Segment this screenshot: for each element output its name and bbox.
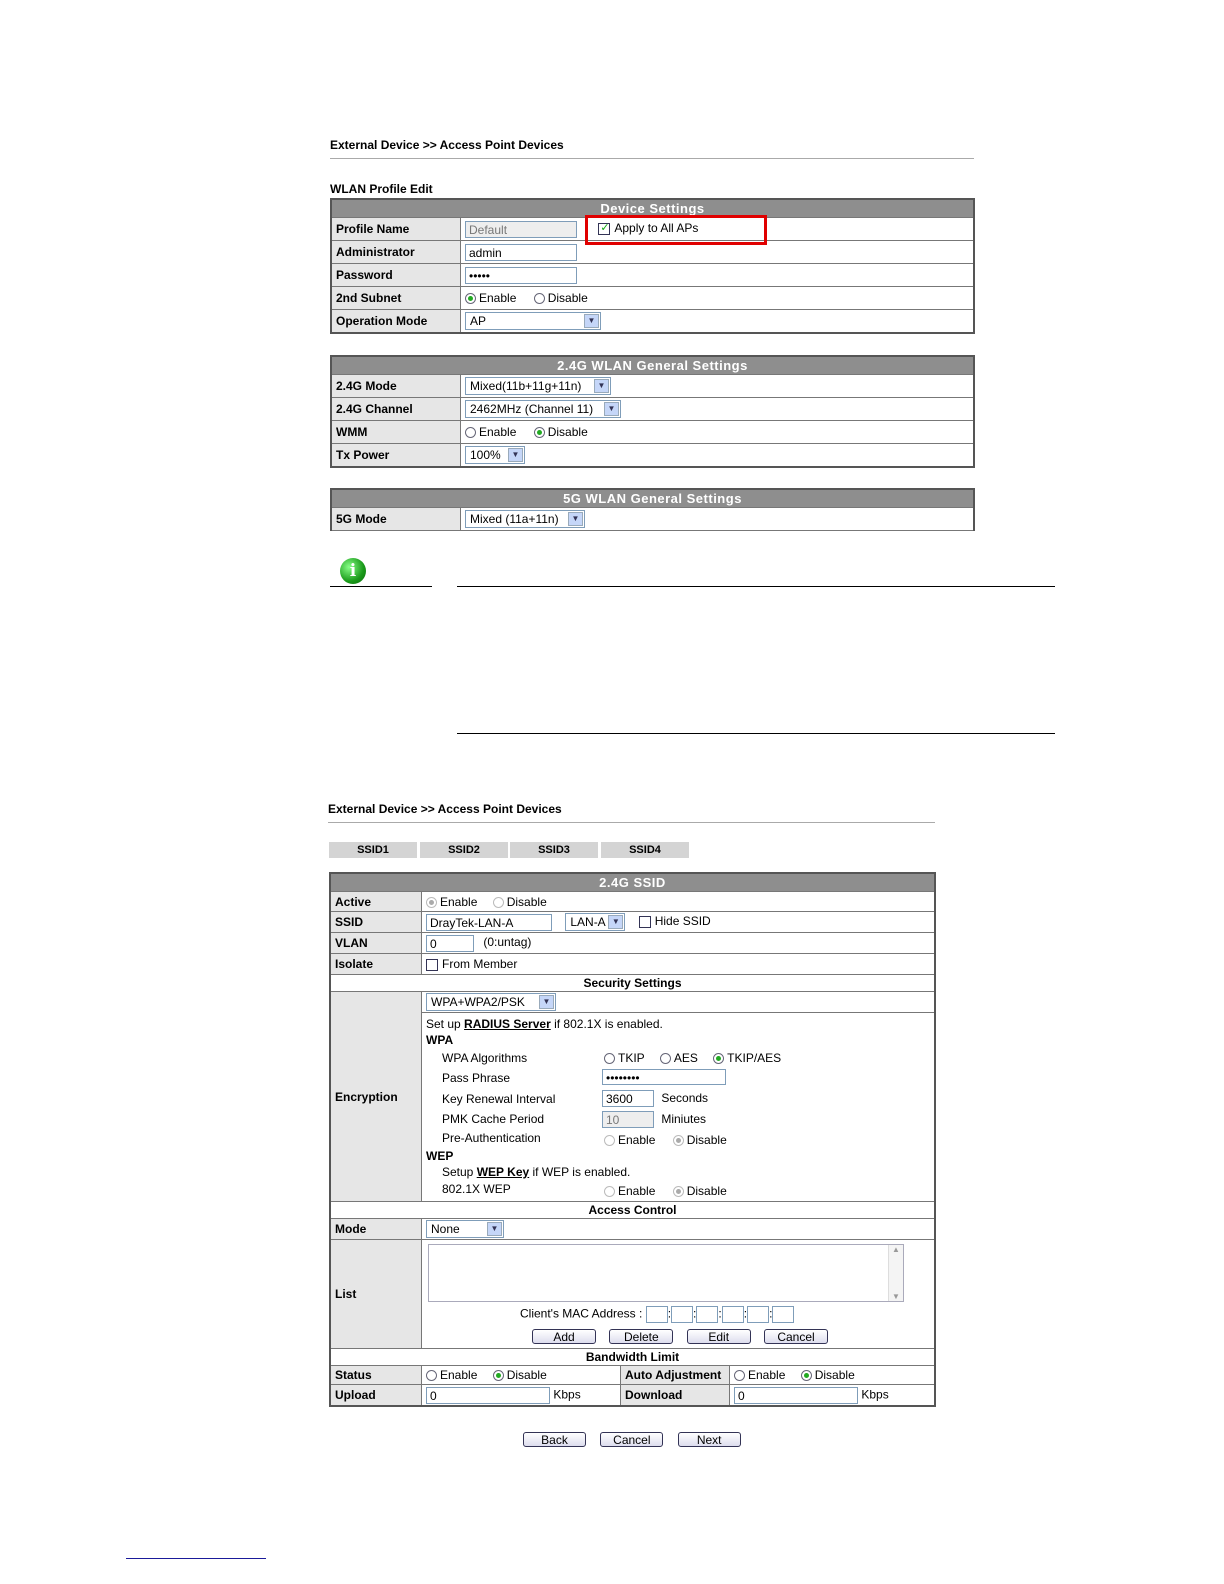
wpa-title: WPA [426, 1033, 454, 1047]
vlan-label: VLAN [330, 933, 422, 954]
lan-select[interactable]: LAN-A ▼ [565, 913, 625, 931]
tab-ssid4[interactable]: SSID4 [601, 842, 689, 858]
encryption-label: Encryption [330, 992, 422, 1202]
mode5-label: 5G Mode [331, 508, 461, 531]
wep-enable-radio[interactable]: Enable [604, 1184, 655, 1198]
txpower-label: Tx Power [331, 444, 461, 468]
wmm-label: WMM [331, 421, 461, 444]
mac-octet-2[interactable] [671, 1306, 693, 1323]
divider [330, 158, 974, 159]
chevron-down-icon: ▼ [487, 1222, 502, 1236]
profile-name-input[interactable]: Default [465, 221, 577, 238]
footnote-rule [126, 1558, 266, 1559]
preauth-disable-radio[interactable]: Disable [673, 1133, 727, 1147]
section-title: WLAN Profile Edit [330, 182, 433, 196]
info-icon: i [340, 558, 366, 584]
back-button[interactable]: Back [523, 1432, 586, 1447]
encryption-select[interactable]: WPA+WPA2/PSK ▼ [426, 993, 556, 1011]
list-label: List [330, 1240, 422, 1349]
note-divider-top [457, 586, 1055, 587]
bandwidth-title: Bandwidth Limit [330, 1349, 935, 1366]
status-enable-radio[interactable]: Enable [426, 1368, 477, 1382]
mode24-label: 2.4G Mode [331, 375, 461, 398]
status-label: Status [330, 1366, 422, 1385]
active-disable-radio[interactable]: Disable [493, 895, 547, 909]
device-settings-header: Device Settings [331, 199, 974, 218]
delete-button[interactable]: Delete [609, 1329, 673, 1344]
mode5-select[interactable]: Mixed (11a+11n) ▼ [465, 510, 585, 528]
wmm-enable-radio[interactable]: Enable [465, 425, 516, 439]
cancel-button[interactable]: Cancel [600, 1432, 663, 1447]
op-mode-select[interactable]: AP ▼ [465, 312, 601, 330]
preauth-enable-radio[interactable]: Enable [604, 1133, 655, 1147]
ssid-table [329, 872, 936, 1407]
next-button[interactable]: Next [678, 1432, 741, 1447]
ssid-label: SSID [330, 912, 422, 933]
key-label: Key Renewal Interval [442, 1092, 556, 1106]
mac-octet-3[interactable] [696, 1306, 718, 1323]
key-input[interactable]: 3600 [602, 1090, 654, 1107]
chevron-down-icon: ▼ [568, 512, 583, 526]
password-label: Password [331, 264, 461, 287]
highlight-box [585, 215, 767, 245]
mac-octet-5[interactable] [747, 1306, 769, 1323]
txpower-select[interactable]: 100% ▼ [465, 446, 525, 464]
wlan24-table [330, 355, 975, 468]
tkip-aes-radio[interactable]: TKIP/AES [713, 1051, 781, 1065]
encryption-details: Set up RADIUS Server if 802.1X is enabled. WPA WPA Algorithms TKIP AES TKIP/AES Pass Phrase •••••••• Key Renewal Interval 3600 Seconds PMK Cache Period 10 Miniutes Pre-Authentication Enable Disable WEP Setup WEP Key if WEP is enabled. 802.1X WEP Enable Disable [422, 1013, 936, 1202]
tab-ssid1[interactable]: SSID1 [329, 842, 417, 858]
ssid-input[interactable]: DrayTek-LAN-A [426, 914, 552, 931]
download-kbps: Kbps [861, 1387, 889, 1402]
auto-disable-radio[interactable]: Disable [801, 1368, 855, 1382]
wep-title: WEP [426, 1149, 454, 1163]
wep8021x-label: 802.1X WEP [442, 1182, 511, 1196]
chevron-down-icon: ▼ [584, 314, 599, 328]
security-title: Security Settings [330, 975, 935, 992]
wep-disable-radio[interactable]: Disable [673, 1184, 727, 1198]
breadcrumb: External Device >> Access Point Devices [330, 138, 564, 152]
radius-server-link[interactable]: RADIUS Server [464, 1017, 551, 1031]
mode24-select[interactable]: Mixed(11b+11g+11n) ▼ [465, 377, 611, 395]
pmk-label: PMK Cache Period [442, 1112, 545, 1126]
ssid-header: 2.4G SSID [330, 873, 935, 892]
aes-radio[interactable]: AES [660, 1051, 698, 1065]
seconds-label: Seconds [661, 1090, 709, 1105]
vlan-input[interactable]: 0 [426, 935, 474, 952]
subnet-enable-radio[interactable]: Enable [465, 291, 516, 305]
chevron-down-icon: ▼ [508, 448, 523, 462]
mode-label: Mode [330, 1219, 422, 1240]
active-label: Active [330, 892, 422, 912]
scroll-up-icon[interactable]: ▲ [892, 1245, 900, 1254]
isolate-label: Isolate [330, 954, 422, 975]
wlan5-table [330, 488, 975, 531]
from-member-checkbox[interactable]: From Member [426, 957, 517, 971]
mac-address-row: Client's MAC Address : : : : : : [520, 1306, 794, 1323]
hide-ssid-checkbox[interactable]: Hide SSID [639, 914, 711, 928]
profile-name-label: Profile Name [331, 218, 461, 241]
auto-adjust-label: Auto Adjustment [621, 1366, 730, 1385]
wlan24-header: 2.4G WLAN General Settings [331, 356, 974, 375]
mac-octet-4[interactable] [722, 1306, 744, 1323]
wpa-alg-label: WPA Algorithms [442, 1051, 528, 1065]
password-input[interactable]: ••••• [465, 267, 577, 284]
apply-all-label: Apply to All APs [614, 221, 699, 236]
wpa-alg-radios [604, 1051, 781, 1065]
tkip-radio[interactable]: TKIP [604, 1051, 644, 1065]
mac-label: Client's MAC Address : [520, 1306, 643, 1321]
chevron-down-icon: ▼ [594, 379, 609, 393]
pass-label: Pass Phrase [442, 1071, 511, 1085]
administrator-label: Administrator [331, 241, 461, 264]
scroll-down-icon[interactable]: ▼ [892, 1292, 900, 1301]
upload-kbps: Kbps [553, 1387, 581, 1402]
note-divider-short [330, 586, 432, 587]
channel24-select[interactable]: 2462MHz (Channel 11) ▼ [465, 400, 621, 418]
minutes-label: Miniutes [661, 1111, 707, 1126]
pmk-input[interactable]: 10 [602, 1111, 654, 1128]
mac-octet-6[interactable] [772, 1306, 794, 1323]
chevron-down-icon: ▼ [608, 915, 623, 929]
wlan5-header: 5G WLAN General Settings [331, 489, 974, 508]
list-scrollbar[interactable] [888, 1245, 903, 1301]
wep-key-link[interactable]: WEP Key [476, 1165, 530, 1179]
download-input[interactable]: 0 [734, 1387, 858, 1404]
add-button[interactable]: Add [532, 1329, 596, 1344]
mac-octet-1[interactable] [646, 1306, 668, 1323]
channel24-label: 2.4G Channel [331, 398, 461, 421]
upload-label: Upload [330, 1385, 422, 1407]
chevron-down-icon: ▼ [604, 402, 619, 416]
subnet-label: 2nd Subnet [331, 287, 461, 310]
chevron-down-icon: ▼ [539, 995, 554, 1009]
mac-list[interactable] [428, 1244, 904, 1302]
active-enable-radio[interactable]: Enable [426, 895, 477, 909]
vlan-note: (0:untag) [483, 935, 532, 950]
tab-ssid3[interactable]: SSID3 [510, 842, 598, 858]
auto-enable-radio[interactable]: Enable [734, 1368, 785, 1382]
note-divider-bottom [457, 733, 1055, 734]
mode-select[interactable]: None ▼ [426, 1220, 504, 1238]
preauth-label: Pre-Authentication [442, 1131, 541, 1145]
tab-ssid2[interactable]: SSID2 [420, 842, 508, 858]
wmm-disable-radio[interactable]: Disable [534, 425, 588, 439]
download-label: Download [621, 1385, 730, 1407]
access-title: Access Control [330, 1202, 935, 1219]
status-disable-radio[interactable]: Disable [493, 1368, 547, 1382]
administrator-input[interactable]: admin [465, 244, 577, 261]
edit-button[interactable]: Edit [687, 1329, 751, 1344]
upload-input[interactable]: 0 [426, 1387, 550, 1404]
divider-2 [328, 822, 935, 823]
list-cancel-button[interactable]: Cancel [764, 1329, 828, 1344]
breadcrumb-2: External Device >> Access Point Devices [328, 802, 562, 816]
subnet-disable-radio[interactable]: Disable [534, 291, 588, 305]
op-mode-label: Operation Mode [331, 310, 461, 334]
pass-input[interactable]: •••••••• [602, 1069, 726, 1085]
